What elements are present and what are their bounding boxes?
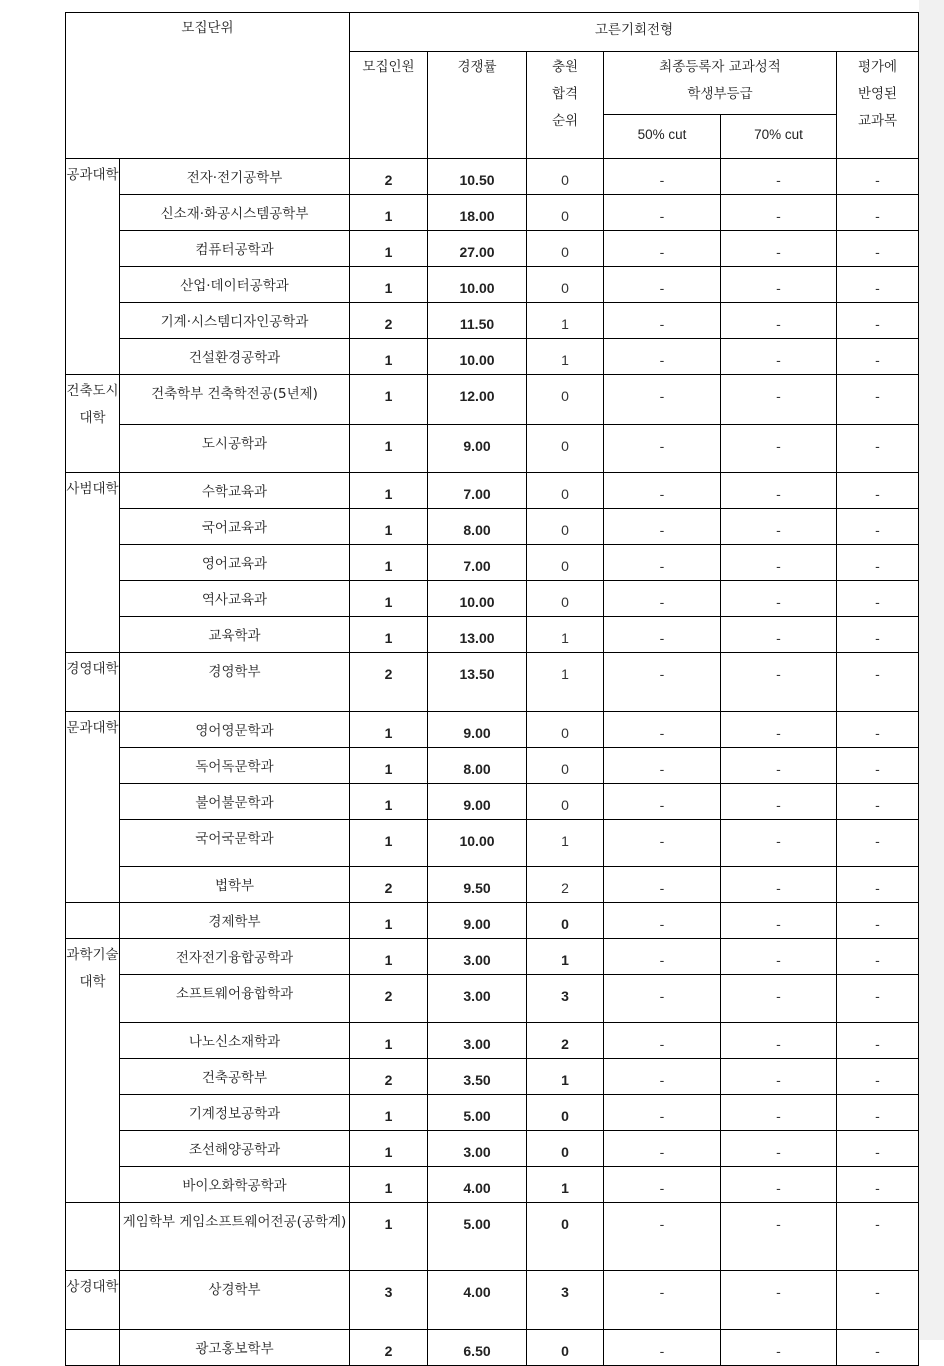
rank-cell: 1 <box>527 1167 604 1203</box>
ratio-cell: 9.00 <box>428 425 527 473</box>
quota-cell: 1 <box>350 1095 428 1131</box>
cut50-cell: - <box>604 581 721 617</box>
cut50-cell: - <box>604 1167 721 1203</box>
rank-cell: 0 <box>527 545 604 581</box>
ratio-cell: 10.00 <box>428 339 527 375</box>
quota-cell: 2 <box>350 303 428 339</box>
rank-cell: 0 <box>527 473 604 509</box>
cut70-cell: - <box>721 195 837 231</box>
cut50-cell: - <box>604 473 721 509</box>
table-row <box>66 617 919 653</box>
cut70-cell: - <box>721 375 837 425</box>
cut50-cell: - <box>604 653 721 712</box>
cut70-cell: - <box>721 975 837 1023</box>
cut70-cell: - <box>721 1203 837 1271</box>
rank-cell: 0 <box>527 195 604 231</box>
college-cell <box>66 903 120 939</box>
page-side-strip <box>919 0 944 1340</box>
subjects-cell: - <box>837 867 919 903</box>
cut50-cell: - <box>604 509 721 545</box>
subjects-cell: - <box>837 1203 919 1271</box>
rank-cell: 0 <box>527 748 604 784</box>
quota-cell: 1 <box>350 195 428 231</box>
rank-cell: 1 <box>527 653 604 712</box>
table-row <box>66 1131 919 1167</box>
ratio-cell: 13.00 <box>428 617 527 653</box>
table-row <box>66 1330 919 1366</box>
quota-cell: 1 <box>350 375 428 425</box>
dept-cell: 상경학부 <box>120 1271 350 1330</box>
cut50-cell: - <box>604 867 721 903</box>
cut70-cell: - <box>721 1131 837 1167</box>
header-admission-type: 고른기회전형 <box>350 13 919 52</box>
college-cell: 건축도시대학 <box>66 375 120 473</box>
ratio-cell: 10.50 <box>428 159 527 195</box>
subjects-cell: - <box>837 473 919 509</box>
table-row <box>66 509 919 545</box>
header-quota: 모집인원 <box>350 52 428 159</box>
subjects-cell: - <box>837 748 919 784</box>
table-row <box>66 473 919 509</box>
cut70-cell: - <box>721 1059 837 1095</box>
rank-cell: 2 <box>527 867 604 903</box>
subjects-cell: - <box>837 617 919 653</box>
college-cell: 사범대학 <box>66 473 120 653</box>
dept-cell: 소프트웨어융합학과 <box>120 975 350 1023</box>
cut50-cell: - <box>604 425 721 473</box>
dept-cell: 교육학과 <box>120 617 350 653</box>
cut70-cell: - <box>721 653 837 712</box>
table-row <box>66 748 919 784</box>
quota-cell: 1 <box>350 617 428 653</box>
quota-cell: 2 <box>350 159 428 195</box>
table-row <box>66 375 919 425</box>
quota-cell: 1 <box>350 784 428 820</box>
cut70-cell: - <box>721 231 837 267</box>
subjects-cell: - <box>837 1330 919 1366</box>
cut70-cell: - <box>721 1023 837 1059</box>
dept-cell: 국어교육과 <box>120 509 350 545</box>
rank-cell: 0 <box>527 1095 604 1131</box>
ratio-cell: 11.50 <box>428 303 527 339</box>
cut50-cell: - <box>604 159 721 195</box>
table-row <box>66 939 919 975</box>
cut50-cell: - <box>604 712 721 748</box>
quota-cell: 2 <box>350 975 428 1023</box>
college-cell <box>66 1330 120 1366</box>
header-ratio: 경쟁률 <box>428 52 527 159</box>
dept-cell: 불어불문학과 <box>120 784 350 820</box>
subjects-cell: - <box>837 509 919 545</box>
cut50-cell: - <box>604 231 721 267</box>
dept-cell: 나노신소재학과 <box>120 1023 350 1059</box>
table-row <box>66 1023 919 1059</box>
table-row <box>66 1095 919 1131</box>
college-cell: 과학기술대학 <box>66 939 120 1203</box>
table-row <box>66 1271 919 1330</box>
dept-cell: 경제학부 <box>120 903 350 939</box>
rank-cell: 0 <box>527 159 604 195</box>
dept-cell: 국어국문학과 <box>120 820 350 867</box>
table-row <box>66 820 919 867</box>
ratio-cell: 7.00 <box>428 473 527 509</box>
cut50-cell: - <box>604 975 721 1023</box>
rank-cell: 0 <box>527 1131 604 1167</box>
quota-cell: 1 <box>350 1131 428 1167</box>
ratio-cell: 12.00 <box>428 375 527 425</box>
rank-cell: 0 <box>527 231 604 267</box>
cut50-cell: - <box>604 1059 721 1095</box>
ratio-cell: 7.00 <box>428 545 527 581</box>
quota-cell: 1 <box>350 1023 428 1059</box>
table-row <box>66 1059 919 1095</box>
cut50-cell: - <box>604 617 721 653</box>
dept-cell: 광고홍보학부 <box>120 1330 350 1366</box>
rank-cell: 0 <box>527 1203 604 1271</box>
ratio-cell: 18.00 <box>428 195 527 231</box>
rank-cell: 1 <box>527 939 604 975</box>
ratio-cell: 10.00 <box>428 820 527 867</box>
cut50-cell: - <box>604 939 721 975</box>
cut70-cell: - <box>721 903 837 939</box>
dept-cell: 영어영문학과 <box>120 712 350 748</box>
subjects-cell: - <box>837 159 919 195</box>
subjects-cell: - <box>837 375 919 425</box>
quota-cell: 2 <box>350 653 428 712</box>
table-row <box>66 1203 919 1271</box>
table-row <box>66 784 919 820</box>
subjects-cell: - <box>837 1059 919 1095</box>
dept-cell: 전자·전기공학부 <box>120 159 350 195</box>
cut50-cell: - <box>604 339 721 375</box>
ratio-cell: 3.50 <box>428 1059 527 1095</box>
ratio-cell: 10.00 <box>428 581 527 617</box>
quota-cell: 1 <box>350 581 428 617</box>
rank-cell: 0 <box>527 509 604 545</box>
dept-cell: 컴퓨터공학과 <box>120 231 350 267</box>
subjects-cell: - <box>837 975 919 1023</box>
dept-cell: 건설환경공학과 <box>120 339 350 375</box>
dept-cell: 도시공학과 <box>120 425 350 473</box>
ratio-cell: 3.00 <box>428 1131 527 1167</box>
table-row <box>66 867 919 903</box>
quota-cell: 2 <box>350 1330 428 1366</box>
ratio-cell: 13.50 <box>428 653 527 712</box>
cut50-cell: - <box>604 545 721 581</box>
dept-cell: 법학부 <box>120 867 350 903</box>
table-row <box>66 303 919 339</box>
rank-cell: 0 <box>527 425 604 473</box>
rank-cell: 1 <box>527 1059 604 1095</box>
cut50-cell: - <box>604 1131 721 1167</box>
subjects-cell: - <box>837 903 919 939</box>
quota-cell: 1 <box>350 339 428 375</box>
table-row <box>66 195 919 231</box>
table-row <box>66 975 919 1023</box>
table-row <box>66 581 919 617</box>
cut70-cell: - <box>721 339 837 375</box>
college-cell: 경영대학 <box>66 653 120 712</box>
cut70-cell: - <box>721 867 837 903</box>
admission-results-table <box>65 12 919 1366</box>
cut50-cell: - <box>604 267 721 303</box>
rank-cell: 3 <box>527 1271 604 1330</box>
table-row <box>66 231 919 267</box>
ratio-cell: 3.00 <box>428 1023 527 1059</box>
quota-cell: 1 <box>350 545 428 581</box>
rank-cell: 2 <box>527 1023 604 1059</box>
subjects-cell: - <box>837 195 919 231</box>
cut70-cell: - <box>721 545 837 581</box>
college-cell: 공과대학 <box>66 159 120 375</box>
quota-cell: 1 <box>350 231 428 267</box>
cut50-cell: - <box>604 820 721 867</box>
ratio-cell: 8.00 <box>428 748 527 784</box>
dept-cell: 신소재·화공시스템공학부 <box>120 195 350 231</box>
rank-cell: 1 <box>527 617 604 653</box>
cut70-cell: - <box>721 1095 837 1131</box>
cut50-cell: - <box>604 903 721 939</box>
table-row <box>66 545 919 581</box>
subjects-cell: - <box>837 545 919 581</box>
ratio-cell: 4.00 <box>428 1167 527 1203</box>
college-cell: 상경대학 <box>66 1271 120 1330</box>
dept-cell: 산업·데이터공학과 <box>120 267 350 303</box>
dept-cell: 건축학부 건축학전공(5년제) <box>120 375 350 425</box>
ratio-cell: 9.00 <box>428 712 527 748</box>
cut70-cell: - <box>721 1167 837 1203</box>
quota-cell: 1 <box>350 509 428 545</box>
subjects-cell: - <box>837 1095 919 1131</box>
subjects-cell: - <box>837 425 919 473</box>
rank-cell: 0 <box>527 1330 604 1366</box>
quota-cell: 1 <box>350 712 428 748</box>
ratio-cell: 8.00 <box>428 509 527 545</box>
rank-cell: 1 <box>527 303 604 339</box>
college-cell: 문과대학 <box>66 712 120 903</box>
cut70-cell: - <box>721 939 837 975</box>
dept-cell: 바이오화학공학과 <box>120 1167 350 1203</box>
quota-cell: 1 <box>350 267 428 303</box>
header-rank: 충원 합격 순위 <box>527 52 604 159</box>
table-row <box>66 267 919 303</box>
cut70-cell: - <box>721 748 837 784</box>
cut50-cell: - <box>604 1330 721 1366</box>
header-unit: 모집단위 <box>66 13 350 159</box>
cut50-cell: - <box>604 1271 721 1330</box>
rank-cell: 0 <box>527 903 604 939</box>
dept-cell: 건축공학부 <box>120 1059 350 1095</box>
subjects-cell: - <box>837 581 919 617</box>
ratio-cell: 3.00 <box>428 975 527 1023</box>
rank-cell: 1 <box>527 820 604 867</box>
dept-cell: 영어교육과 <box>120 545 350 581</box>
ratio-cell: 9.00 <box>428 903 527 939</box>
quota-cell: 1 <box>350 425 428 473</box>
dept-cell: 전자전기융합공학과 <box>120 939 350 975</box>
dept-cell: 수학교육과 <box>120 473 350 509</box>
cut50-cell: - <box>604 303 721 339</box>
cut50-cell: - <box>604 1203 721 1271</box>
rank-cell: 0 <box>527 375 604 425</box>
quota-cell: 1 <box>350 1167 428 1203</box>
cut70-cell: - <box>721 267 837 303</box>
ratio-cell: 6.50 <box>428 1330 527 1366</box>
ratio-cell: 9.00 <box>428 784 527 820</box>
quota-cell: 1 <box>350 939 428 975</box>
rank-cell: 0 <box>527 784 604 820</box>
subjects-cell: - <box>837 1271 919 1330</box>
cut50-cell: - <box>604 195 721 231</box>
rank-cell: 1 <box>527 339 604 375</box>
dept-cell: 기계·시스템디자인공학과 <box>120 303 350 339</box>
cut70-cell: - <box>721 617 837 653</box>
rank-cell: 0 <box>527 712 604 748</box>
dept-cell: 역사교육과 <box>120 581 350 617</box>
subjects-cell: - <box>837 1167 919 1203</box>
table-row <box>66 903 919 939</box>
college-cell <box>66 1203 120 1271</box>
cut70-cell: - <box>721 1271 837 1330</box>
cut50-cell: - <box>604 1095 721 1131</box>
quota-cell: 1 <box>350 748 428 784</box>
dept-cell: 독어독문학과 <box>120 748 350 784</box>
subjects-cell: - <box>837 712 919 748</box>
quota-cell: 2 <box>350 867 428 903</box>
header-grade: 최종등록자 교과성적 학생부등급 <box>604 52 837 115</box>
header-cut70: 70% cut <box>721 115 837 159</box>
dept-cell: 기계정보공학과 <box>120 1095 350 1131</box>
subjects-cell: - <box>837 267 919 303</box>
quota-cell: 1 <box>350 1203 428 1271</box>
rank-cell: 0 <box>527 581 604 617</box>
cut70-cell: - <box>721 509 837 545</box>
ratio-cell: 3.00 <box>428 939 527 975</box>
cut70-cell: - <box>721 473 837 509</box>
table-row <box>66 339 919 375</box>
cut50-cell: - <box>604 375 721 425</box>
subjects-cell: - <box>837 231 919 267</box>
table-row <box>66 159 919 195</box>
subjects-cell: - <box>837 784 919 820</box>
subjects-cell: - <box>837 1023 919 1059</box>
cut50-cell: - <box>604 748 721 784</box>
header-cut50: 50% cut <box>604 115 721 159</box>
rank-cell: 0 <box>527 267 604 303</box>
ratio-cell: 27.00 <box>428 231 527 267</box>
cut70-cell: - <box>721 159 837 195</box>
quota-cell: 1 <box>350 903 428 939</box>
cut70-cell: - <box>721 712 837 748</box>
table-row <box>66 653 919 712</box>
cut70-cell: - <box>721 425 837 473</box>
table-row <box>66 425 919 473</box>
table-row <box>66 712 919 748</box>
dept-cell: 조선해양공학과 <box>120 1131 350 1167</box>
subjects-cell: - <box>837 303 919 339</box>
ratio-cell: 4.00 <box>428 1271 527 1330</box>
quota-cell: 1 <box>350 473 428 509</box>
cut50-cell: - <box>604 784 721 820</box>
subjects-cell: - <box>837 939 919 975</box>
subjects-cell: - <box>837 339 919 375</box>
ratio-cell: 5.00 <box>428 1095 527 1131</box>
dept-cell: 게임학부 게임소프트웨어전공(공학계) <box>120 1203 350 1271</box>
ratio-cell: 10.00 <box>428 267 527 303</box>
subjects-cell: - <box>837 820 919 867</box>
quota-cell: 3 <box>350 1271 428 1330</box>
ratio-cell: 9.50 <box>428 867 527 903</box>
table-row <box>66 1167 919 1203</box>
dept-cell: 경영학부 <box>120 653 350 712</box>
cut70-cell: - <box>721 581 837 617</box>
quota-cell: 2 <box>350 1059 428 1095</box>
ratio-cell: 5.00 <box>428 1203 527 1271</box>
cut50-cell: - <box>604 1023 721 1059</box>
header-subjects: 평가에 반영된 교과목 <box>837 52 919 159</box>
subjects-cell: - <box>837 1131 919 1167</box>
cut70-cell: - <box>721 303 837 339</box>
subjects-cell: - <box>837 653 919 712</box>
cut70-cell: - <box>721 820 837 867</box>
cut70-cell: - <box>721 784 837 820</box>
quota-cell: 1 <box>350 820 428 867</box>
rank-cell: 3 <box>527 975 604 1023</box>
cut70-cell: - <box>721 1330 837 1366</box>
